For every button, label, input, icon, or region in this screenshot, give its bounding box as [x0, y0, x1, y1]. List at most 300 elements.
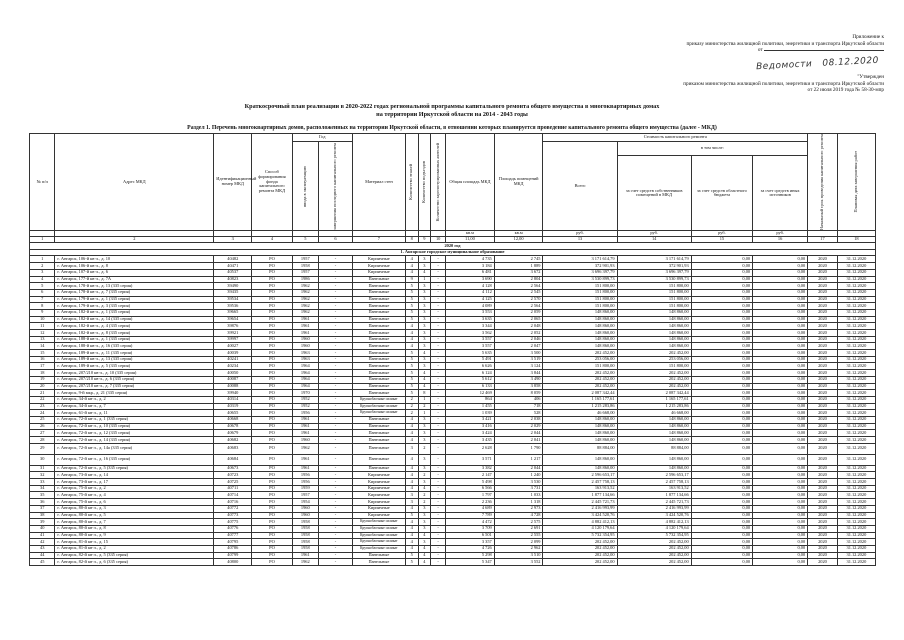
cell-entrances: 3	[418, 512, 431, 519]
cell-fund-method: РО	[252, 485, 292, 492]
cell-mkd-id: 40482	[214, 256, 252, 263]
cell-wall-material: Кирпичные	[352, 472, 405, 479]
cell-cost-total: 202 452,00	[543, 552, 617, 559]
cell-entrances: 2	[418, 443, 431, 454]
cell-fund-method: РО	[252, 356, 292, 363]
cell-mkd-id: 40786	[214, 545, 252, 552]
cell-row-num: 36	[30, 499, 55, 506]
cell-fund-method: РО	[252, 396, 292, 403]
cell-cost-owners: 148 860,00	[617, 454, 691, 465]
cell-row-num: 26	[30, 423, 55, 430]
cell-floors: 4	[405, 430, 418, 437]
cell-end-date: 31.12.2020	[837, 443, 875, 454]
cell-premises-area: 1 033	[494, 492, 543, 499]
cell-floors: 3	[405, 443, 418, 454]
cell-start-year: 2020	[808, 263, 838, 270]
cell-end-date: 31.12.2020	[837, 263, 875, 270]
cell-cost-other: 0,00	[753, 519, 808, 526]
cell-cost-other: 0,00	[753, 492, 808, 499]
cell-year-built: 1956	[292, 410, 318, 417]
cell-year-repair: -	[319, 465, 353, 472]
cell-row-num: 24	[30, 410, 55, 417]
cell-residents: -	[431, 552, 446, 559]
cell-year-repair: -	[319, 423, 353, 430]
cell-residents: -	[431, 276, 446, 283]
column-number: 9	[418, 237, 431, 243]
cell-cost-total: 3 696 397,79	[543, 269, 617, 276]
cell-residents: -	[431, 430, 446, 437]
cell-end-date: 31.12.2020	[837, 454, 875, 465]
cell-floors: 5	[405, 370, 418, 377]
table-row	[30, 356, 876, 363]
cell-year-built: 1961	[292, 416, 318, 423]
cell-entrances: 4	[418, 376, 431, 383]
cell-cost-other: 0,00	[753, 356, 808, 363]
cell-total-area: 5 635	[446, 350, 495, 357]
cell-mkd-id: 40711	[214, 485, 252, 492]
cell-fund-method: РО	[252, 316, 292, 323]
cell-residents: -	[431, 396, 446, 403]
header-year-built: ввода в эксплуатацию	[292, 142, 318, 231]
cell-start-year: 2020	[808, 383, 838, 390]
cell-start-year: 2020	[808, 472, 838, 479]
cell-cost-owners: 148 860,00	[617, 423, 691, 430]
cell-end-date: 31.12.2020	[837, 472, 875, 479]
cell-cost-other: 0,00	[753, 263, 808, 270]
cell-premises-area: 2 570	[494, 296, 543, 303]
cell-entrances: 3	[418, 465, 431, 472]
cell-cost-owners: 5 732 354,95	[617, 532, 691, 539]
cell-total-area: 3 562	[446, 330, 495, 337]
cell-fund-method: РО	[252, 269, 292, 276]
section-heading: Раздел 1. Перечень многоквартирных домов, расположенных на территории Иркутской области, в отношении которых планируется проведение капитального ремонта общего имущества (далее - МКД)	[187, 125, 717, 131]
cell-cost-owners: 148 860,00	[617, 323, 691, 330]
cell-mkd-id: 40679	[214, 430, 252, 437]
cell-total-area: 3 557	[446, 343, 495, 350]
cell-end-date: 31.12.2020	[837, 532, 875, 539]
cell-start-year: 2020	[808, 309, 838, 316]
cell-cost-owners: 148 860,00	[617, 430, 691, 437]
cell-start-year: 2020	[808, 423, 838, 430]
cell-year-repair: -	[319, 263, 353, 270]
cell-end-date: 31.12.2020	[837, 512, 875, 519]
cell-cost-owners: 148 860,00	[617, 416, 691, 423]
cell-row-num: 12	[30, 330, 55, 337]
cell-residents: -	[431, 323, 446, 330]
cell-cost-other: 0,00	[753, 256, 808, 263]
cell-year-built: 1961	[292, 465, 318, 472]
cell-cost-regional: 0,00	[691, 323, 752, 330]
cell-wall-material: Панельные	[352, 430, 405, 437]
cell-wall-material: Панельные	[352, 443, 405, 454]
cell-cost-regional: 0,00	[691, 276, 752, 283]
cell-mkd-id: 40683	[214, 443, 252, 454]
cell-year-repair: -	[319, 410, 353, 417]
cell-floors: 4	[405, 525, 418, 532]
unit-cell: кв.м	[446, 231, 495, 237]
cell-mkd-id: 39997	[214, 336, 252, 343]
cell-residents: -	[431, 545, 446, 552]
cell-cost-owners: 151 800,00	[617, 303, 691, 310]
cell-row-num: 42	[30, 539, 55, 546]
cell-floors: 5	[405, 512, 418, 519]
cell-cost-owners: 2 596 653,17	[617, 472, 691, 479]
cell-entrances: 3	[418, 525, 431, 532]
cell-cost-regional: 0,00	[691, 437, 752, 444]
cell-cost-other: 0,00	[753, 512, 808, 519]
cell-cost-total: 2 596 653,17	[543, 472, 617, 479]
header-cost-group: Стоимость капитального ремонта	[543, 134, 808, 142]
cell-entrances: 4	[418, 383, 431, 390]
cell-year-built: 1958	[292, 519, 318, 526]
cell-start-year: 2020	[808, 376, 838, 383]
cell-row-num: 11	[30, 323, 55, 330]
cell-end-date: 31.12.2020	[837, 390, 875, 397]
cell-premises-area: 2 973	[494, 505, 543, 512]
cell-mkd-id: 40795	[214, 539, 252, 546]
cell-end-date: 31.12.2020	[837, 289, 875, 296]
cell-cost-regional: 0,00	[691, 454, 752, 465]
cell-cost-owners: 151 800,00	[617, 289, 691, 296]
cell-floors: 4	[405, 269, 418, 276]
cell-cost-other: 0,00	[753, 545, 808, 552]
cell-end-date: 31.12.2020	[837, 330, 875, 337]
cell-cost-regional: 0,00	[691, 396, 752, 403]
cell-premises-area: 718	[494, 403, 543, 410]
cell-row-num: 25	[30, 416, 55, 423]
cell-fund-method: РО	[252, 423, 292, 430]
cell-premises-area: 2 962	[494, 545, 543, 552]
cell-mkd-id: 40725	[214, 479, 252, 486]
cell-cost-other: 0,00	[753, 454, 808, 465]
cell-floors: 5	[405, 296, 418, 303]
cell-cost-other: 0,00	[753, 396, 808, 403]
cell-end-date: 31.12.2020	[837, 343, 875, 350]
cell-fund-method: РО	[252, 383, 292, 390]
cell-address: г. Ангарск, 177-й кв-л., д. 7А	[55, 276, 214, 283]
unit-cell: руб.	[617, 231, 691, 237]
cell-entrances: 4	[418, 545, 431, 552]
cell-entrances: 4	[418, 370, 431, 377]
cell-fund-method: РО	[252, 256, 292, 263]
cell-address: г. Ангарск, 207/210 кв-л., д. 7 (335 серия)	[55, 383, 214, 390]
cell-year-repair: -	[319, 479, 353, 486]
header-total-area: Общая площадь МКД	[446, 134, 495, 231]
cell-row-num: 30	[30, 454, 55, 465]
cell-entrances: 3	[418, 363, 431, 370]
cell-address: г. Ангарск, 61-й кв-л., д. 11	[55, 410, 214, 417]
cell-floors: 2	[405, 396, 418, 403]
cell-address: г. Ангарск, 72-й кв-л., д. 16 (335 серия)	[55, 454, 214, 465]
cell-year-built: 1957	[292, 492, 318, 499]
cell-floors: 5	[405, 356, 418, 363]
cell-mkd-id: 40088	[214, 383, 252, 390]
cell-year-built: 1960	[292, 343, 318, 350]
cell-year-built: 1962	[292, 309, 318, 316]
cell-mkd-id: 40799	[214, 552, 252, 559]
cell-floors: 5	[405, 303, 418, 310]
cell-end-date: 31.12.2020	[837, 519, 875, 526]
cell-entrances: 3	[418, 316, 431, 323]
table-row	[30, 505, 876, 512]
cell-floors: 4	[405, 263, 418, 270]
cell-residents: -	[431, 289, 446, 296]
cell-year-built: 1960	[292, 512, 318, 519]
cell-mkd-id: 40087	[214, 376, 252, 383]
cell-residents: -	[431, 256, 446, 263]
table-row	[30, 525, 876, 532]
cell-cost-total: 148 860,00	[543, 343, 617, 350]
appendix-line: приказу министерства жилищной политики, энергетики и транспорта Иркутской области	[686, 40, 884, 47]
cell-start-year: 2020	[808, 410, 838, 417]
cell-cost-other: 0,00	[753, 296, 808, 303]
cell-cost-regional: 0,00	[691, 423, 752, 430]
cell-cost-total: 46 668,00	[543, 410, 617, 417]
cell-premises-area: 2 099	[494, 539, 543, 546]
cell-row-num: 16	[30, 356, 55, 363]
cell-floors: 5	[405, 363, 418, 370]
cell-fund-method: РО	[252, 532, 292, 539]
cell-cost-other: 0,00	[753, 289, 808, 296]
cell-entrances: 2	[418, 472, 431, 479]
cell-mkd-id: 39921	[214, 330, 252, 337]
cell-year-built: 1961	[292, 330, 318, 337]
cell-cost-owners: 202 452,00	[617, 370, 691, 377]
cell-year-repair: -	[319, 350, 353, 357]
cell-row-num: 2	[30, 263, 55, 270]
table-row	[30, 350, 876, 357]
cell-year-built: 1960	[292, 505, 318, 512]
table-row	[30, 309, 876, 316]
cell-cost-total: 148 860,00	[543, 330, 617, 337]
cell-total-area: 4 125	[446, 296, 495, 303]
cell-cost-regional: 0,00	[691, 296, 752, 303]
cell-end-date: 31.12.2020	[837, 499, 875, 506]
cell-cost-owners: 148 860,00	[617, 336, 691, 343]
cell-cost-total: 5 732 354,95	[543, 532, 617, 539]
cell-premises-area: 3 844	[494, 370, 543, 377]
cell-fund-method: РО	[252, 296, 292, 303]
cell-cost-owners: 202 452,00	[617, 552, 691, 559]
cell-year-built: 1964	[292, 370, 318, 377]
cell-total-area: 3 571	[446, 454, 495, 465]
cell-row-num: 13	[30, 336, 55, 343]
cell-cost-total: 148 860,00	[543, 454, 617, 465]
header-entrances: Количество подъездов	[418, 134, 431, 231]
cell-year-built: 1960	[292, 437, 318, 444]
cell-residents: -	[431, 356, 446, 363]
cell-end-date: 31.12.2020	[837, 545, 875, 552]
cell-cost-total: 2 087 342,44	[543, 390, 617, 397]
cell-year-built: 1963	[292, 356, 318, 363]
table-row	[30, 296, 876, 303]
cell-row-num: 9	[30, 309, 55, 316]
cell-address: г. Ангарск, 80-й кв-л., д. 3	[55, 505, 214, 512]
column-number: 18	[837, 237, 875, 243]
cell-cost-total: 202 452,00	[543, 539, 617, 546]
cell-cost-other: 0,00	[753, 336, 808, 343]
cell-cost-owners: 1 165 177,61	[617, 396, 691, 403]
cell-cost-owners: 202 452,00	[617, 383, 691, 390]
cell-address: г. Ангарск, 207/210 кв-л., д. 10 (335 серия)	[55, 370, 214, 377]
cell-total-area: 2 628	[446, 443, 495, 454]
header-incl: в том числе:	[617, 142, 808, 156]
cell-mkd-id: 40039	[214, 350, 252, 357]
cell-year-repair: -	[319, 390, 353, 397]
cell-end-date: 31.12.2020	[837, 296, 875, 303]
cell-row-num: 31	[30, 465, 55, 472]
cell-address: г. Ангарск, 81-й кв-л., д. 15	[55, 539, 214, 546]
cell-end-date: 31.12.2020	[837, 323, 875, 330]
cell-residents: -	[431, 485, 446, 492]
unit-cell: руб.	[691, 231, 752, 237]
cell-mkd-id: 39536	[214, 303, 252, 310]
cell-wall-material: Панельные	[352, 552, 405, 559]
cell-start-year: 2020	[808, 559, 838, 566]
cell-year-repair: -	[319, 559, 353, 566]
column-number: 15	[691, 237, 752, 243]
cell-floors: 4	[405, 505, 418, 512]
cell-cost-regional: 0,00	[691, 485, 752, 492]
cell-year-repair: -	[319, 485, 353, 492]
cell-floors: 4	[405, 323, 418, 330]
cell-year-repair: -	[319, 343, 353, 350]
cell-year-repair: -	[319, 403, 353, 410]
cell-entrances: 8	[418, 390, 431, 397]
cell-total-area: 3 357	[446, 539, 495, 546]
column-number: 13	[543, 237, 617, 243]
cell-row-num: 41	[30, 532, 55, 539]
table-row	[30, 376, 876, 383]
cell-year-repair: -	[319, 303, 353, 310]
cell-cost-other: 0,00	[753, 437, 808, 444]
cell-address: г. Ангарск, 189-й кв-л., д. 13 (335 серия)	[55, 356, 214, 363]
cell-start-year: 2020	[808, 437, 838, 444]
cell-premises-area: 2 044	[494, 430, 543, 437]
cell-end-date: 31.12.2020	[837, 356, 875, 363]
cell-cost-owners: 151 800,00	[617, 296, 691, 303]
header-end-date: Плановая дата завершения работ	[837, 134, 875, 231]
cell-cost-owners: 202 452,00	[617, 545, 691, 552]
cell-premises-area: 2 065	[494, 316, 543, 323]
unit-cell: кв.м	[494, 231, 543, 237]
cell-premises-area: 4 728	[494, 512, 543, 519]
table-row	[30, 390, 876, 397]
cell-year-repair: -	[319, 269, 353, 276]
cell-cost-total: 2 445 721,73	[543, 499, 617, 506]
cell-residents: -	[431, 336, 446, 343]
cell-start-year: 2020	[808, 323, 838, 330]
cell-year-built: 1957	[292, 256, 318, 263]
cell-cost-other: 0,00	[753, 525, 808, 532]
cell-cost-total: 2 457 758,13	[543, 479, 617, 486]
cell-cost-other: 0,00	[753, 303, 808, 310]
cell-mkd-id: 40241	[214, 356, 252, 363]
cell-fund-method: РО	[252, 376, 292, 383]
cell-total-area: 3 690	[446, 276, 495, 283]
cell-cost-regional: 0,00	[691, 532, 752, 539]
cell-row-num: 5	[30, 283, 55, 290]
cell-end-date: 31.12.2020	[837, 403, 875, 410]
cell-address: г. Ангарск, 72-й кв-л., д. 12 (335 серия)	[55, 430, 214, 437]
cell-total-area: 3 344	[446, 323, 495, 330]
cell-floors: 4	[405, 519, 418, 526]
cell-fund-method: РО	[252, 350, 292, 357]
cell-wall-material: Панельные	[352, 296, 405, 303]
cell-wall-material: Панельные	[352, 376, 405, 383]
cell-cost-owners: 148 860,00	[617, 330, 691, 337]
cell-address: г. Ангарск, 9-й мкр., д. 21 (335 серия)	[55, 390, 214, 397]
cell-wall-material: Панельные	[352, 370, 405, 377]
cell-entrances: 3	[418, 330, 431, 337]
cell-fund-method: РО	[252, 525, 292, 532]
cell-start-year: 2020	[808, 269, 838, 276]
table-row	[30, 454, 876, 465]
cell-floors: 4	[405, 472, 418, 479]
table-body	[30, 243, 876, 566]
cell-total-area: 3 184	[446, 263, 495, 270]
cell-cost-other: 0,00	[753, 559, 808, 566]
cell-mkd-id: 40655	[214, 410, 252, 417]
cell-cost-owners: 46 668,00	[617, 410, 691, 417]
cell-mkd-id: 40050	[214, 370, 252, 377]
cell-cost-other: 0,00	[753, 363, 808, 370]
cell-year-built: 1961	[292, 552, 318, 559]
cell-premises-area: 528	[494, 410, 543, 417]
cell-cost-other: 0,00	[753, 383, 808, 390]
cell-cost-total: 3 171 614,79	[543, 256, 617, 263]
cell-cost-owners: 148 860,00	[617, 316, 691, 323]
table-row	[30, 256, 876, 263]
cell-row-num: 37	[30, 505, 55, 512]
cell-cost-total: 88 884,00	[543, 443, 617, 454]
cell-cost-owners: 151 800,00	[617, 283, 691, 290]
cell-residents: -	[431, 499, 446, 506]
cell-wall-material: Панельные	[352, 363, 405, 370]
cell-wall-material: Кирпичные	[352, 479, 405, 486]
cell-entrances: 2	[418, 499, 431, 506]
cell-cost-regional: 0,00	[691, 519, 752, 526]
cell-entrances: 4	[418, 350, 431, 357]
cell-total-area: 3 424	[446, 430, 495, 437]
cell-start-year: 2020	[808, 370, 838, 377]
cell-total-area: 3 635	[446, 316, 495, 323]
cell-mkd-id: 40027	[214, 343, 252, 350]
cell-cost-other: 0,00	[753, 309, 808, 316]
cell-cost-total: 148 860,00	[543, 465, 617, 472]
cell-residents: -	[431, 403, 446, 410]
header-other: за счет средств иных источников	[753, 156, 808, 231]
cell-cost-total: 151 800,00	[543, 289, 617, 296]
cell-fund-method: РО	[252, 390, 292, 397]
cell-premises-area: 2 038	[494, 416, 543, 423]
cell-fund-method: РО	[252, 492, 292, 499]
cell-cost-other: 0,00	[753, 276, 808, 283]
cell-address: г. Ангарск, 72-й кв-л., д. 14а (335 серия)	[55, 443, 214, 454]
cell-wall-material: Крупноблочные силикат	[352, 410, 405, 417]
cell-wall-material: Крупноблочные силикат	[352, 396, 405, 403]
cell-cost-other: 0,00	[753, 423, 808, 430]
cell-address: г. Ангарск, 189-й кв-л., д. 11 (335 серия)	[55, 350, 214, 357]
table-row	[30, 263, 876, 270]
cell-cost-other: 0,00	[753, 330, 808, 337]
cell-row-num: 17	[30, 363, 55, 370]
cell-row-num: 43	[30, 545, 55, 552]
cell-wall-material: Панельные	[352, 390, 405, 397]
cell-year-built: 1958	[292, 545, 318, 552]
cell-total-area: 6 133	[446, 383, 495, 390]
cell-year-built: 1962	[292, 443, 318, 454]
